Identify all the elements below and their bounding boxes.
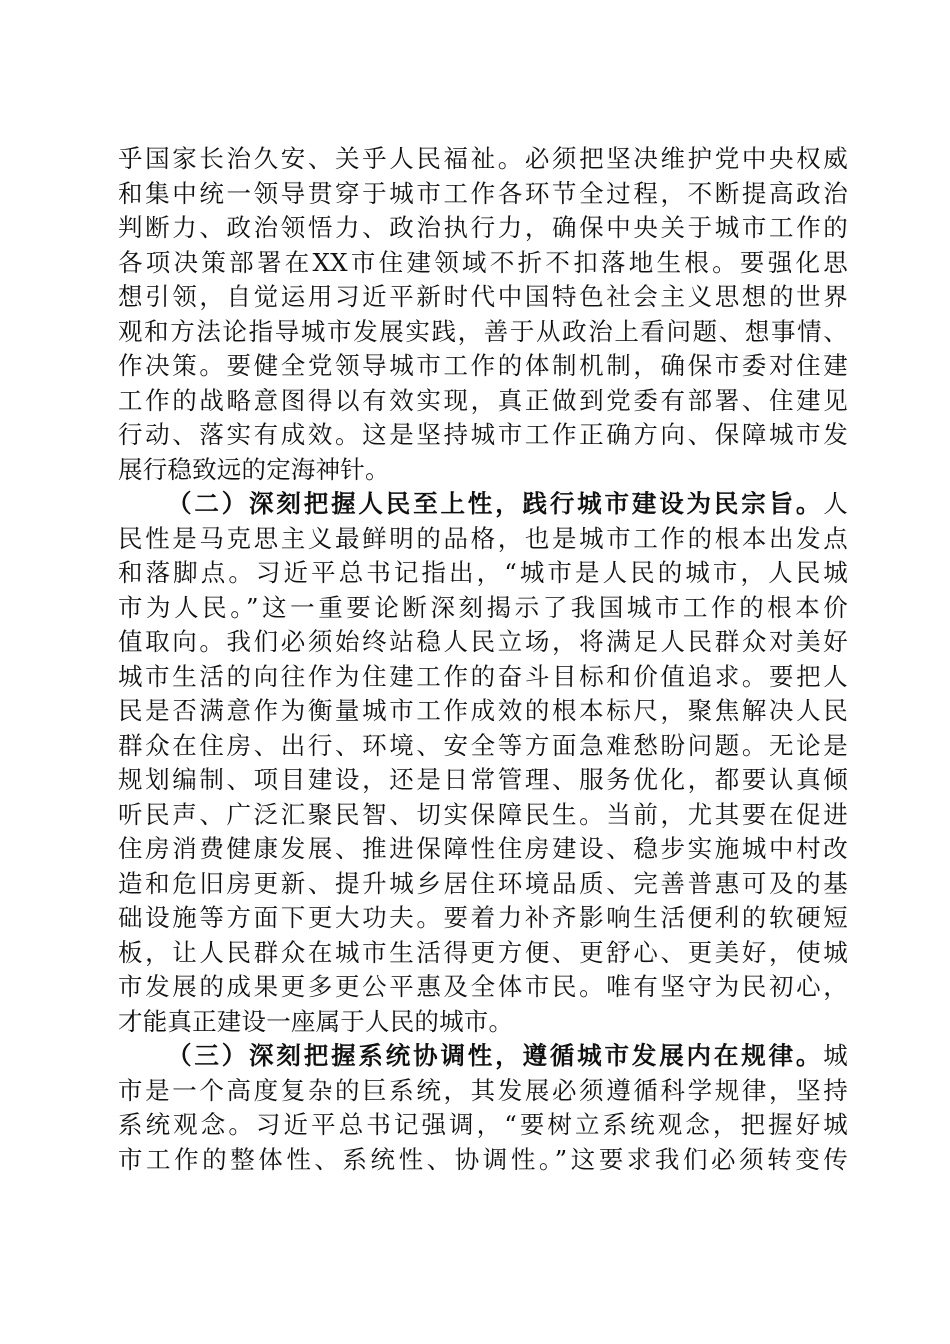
section-heading-2: （二）深刻把握人民至上性，践行城市建设为民宗旨。 [167,489,824,518]
text-line: 住房消费健康发展、推进保障性住房建设、稳步实施城中村改 [118,834,848,863]
text-line: 值取向。我们必须始终站稳人民立场，将满足人民群众对美好 [118,627,848,656]
text-line: 民性是马克思主义最鲜明的品格，也是城市工作的根本出发点 [118,523,848,553]
text-line: 础设施等方面下更大功夫。要着力补齐影响生活便利的软硬短 [118,903,848,932]
text-line: 群众在住房、出行、环境、安全等方面急难愁盼问题。无论是 [118,730,848,760]
text-line: 城市生活的向往作为住建工作的奋斗目标和价值追求。要把人 [118,661,848,691]
text-line: 工作的战略意图得以有效实现，真正做到党委有部署、住建见 [118,385,848,415]
text-line: 乎国家长治久安、关乎人民福祉。必须把坚决维护党中央权威 [118,144,848,173]
text-line: 市工作的整体性、系统性、协调性。”这要求我们必须转变传 [118,1144,848,1174]
heading-line-continuation: 人 [823,489,848,518]
text-line: 市发展的成果更多更公平惠及全体市民。唯有坚守为民初心， [118,972,848,1001]
text-line: 和落脚点。习近平总书记指出，“城市是人民的城市，人民城 [118,558,848,587]
text-line: 板，让人民群众在城市生活得更方便、更舒心、更美好，使城 [118,937,848,967]
text-line: 想引领，自觉运用习近平新时代中国特色社会主义思想的世界 [118,282,848,311]
paragraph-2 [118,487,848,1039]
paragraph-first-line [118,1039,848,1074]
text-line: 行动、落实有成效。这是坚持城市工作正确方向、保障城市发 [118,420,848,449]
text-line: 和集中统一领导贯穿于城市工作各环节全过程，不断提高政治 [118,178,848,208]
document-body [118,142,848,1177]
text-line: 才能真正建设一座属于人民的城市。 [118,1006,514,1036]
text-line: 作决策。要健全党领导城市工作的体制机制，确保市委对住建 [118,351,848,380]
text-line: 听民声、广泛汇聚民智、切实保障民生。当前，尤其要在促进 [118,799,848,829]
text-line: 各项决策部署在XX市住建领域不折不扣落地生根。要强化思 [118,247,848,277]
text-line: 造和危旧房更新、提升城乡居住环境品质、完善普惠可及的基 [118,868,848,898]
heading-line-continuation: 城 [823,1041,848,1070]
text-line: 市是一个高度复杂的巨系统，其发展必须遵循科学规律，坚持 [118,1075,848,1105]
text-line: 规划编制、项目建设，还是日常管理、服务优化，都要认真倾 [118,765,848,794]
text-line: 观和方法论指导城市发展实践，善于从政治上看问题、想事情、 [118,316,848,346]
text-line: 展行稳致远的定海神针。 [118,454,390,484]
text-line: 判断力、政治领悟力、政治执行力，确保中央关于城市工作的 [118,213,848,242]
text-line: 民是否满意作为衡量城市工作成效的根本标尺，聚焦解决人民 [118,696,848,725]
paragraph-1 [118,142,848,487]
section-heading-3: （三）深刻把握系统协调性，遵循城市发展内在规律。 [167,1041,824,1070]
text-line: 系统观念。习近平总书记强调，“要树立系统观念，把握好城 [118,1110,848,1139]
text-line: 市为人民。”这一重要论断深刻揭示了我国城市工作的根本价 [118,592,848,622]
paragraph-3 [118,1039,848,1177]
paragraph-first-line [118,487,848,522]
